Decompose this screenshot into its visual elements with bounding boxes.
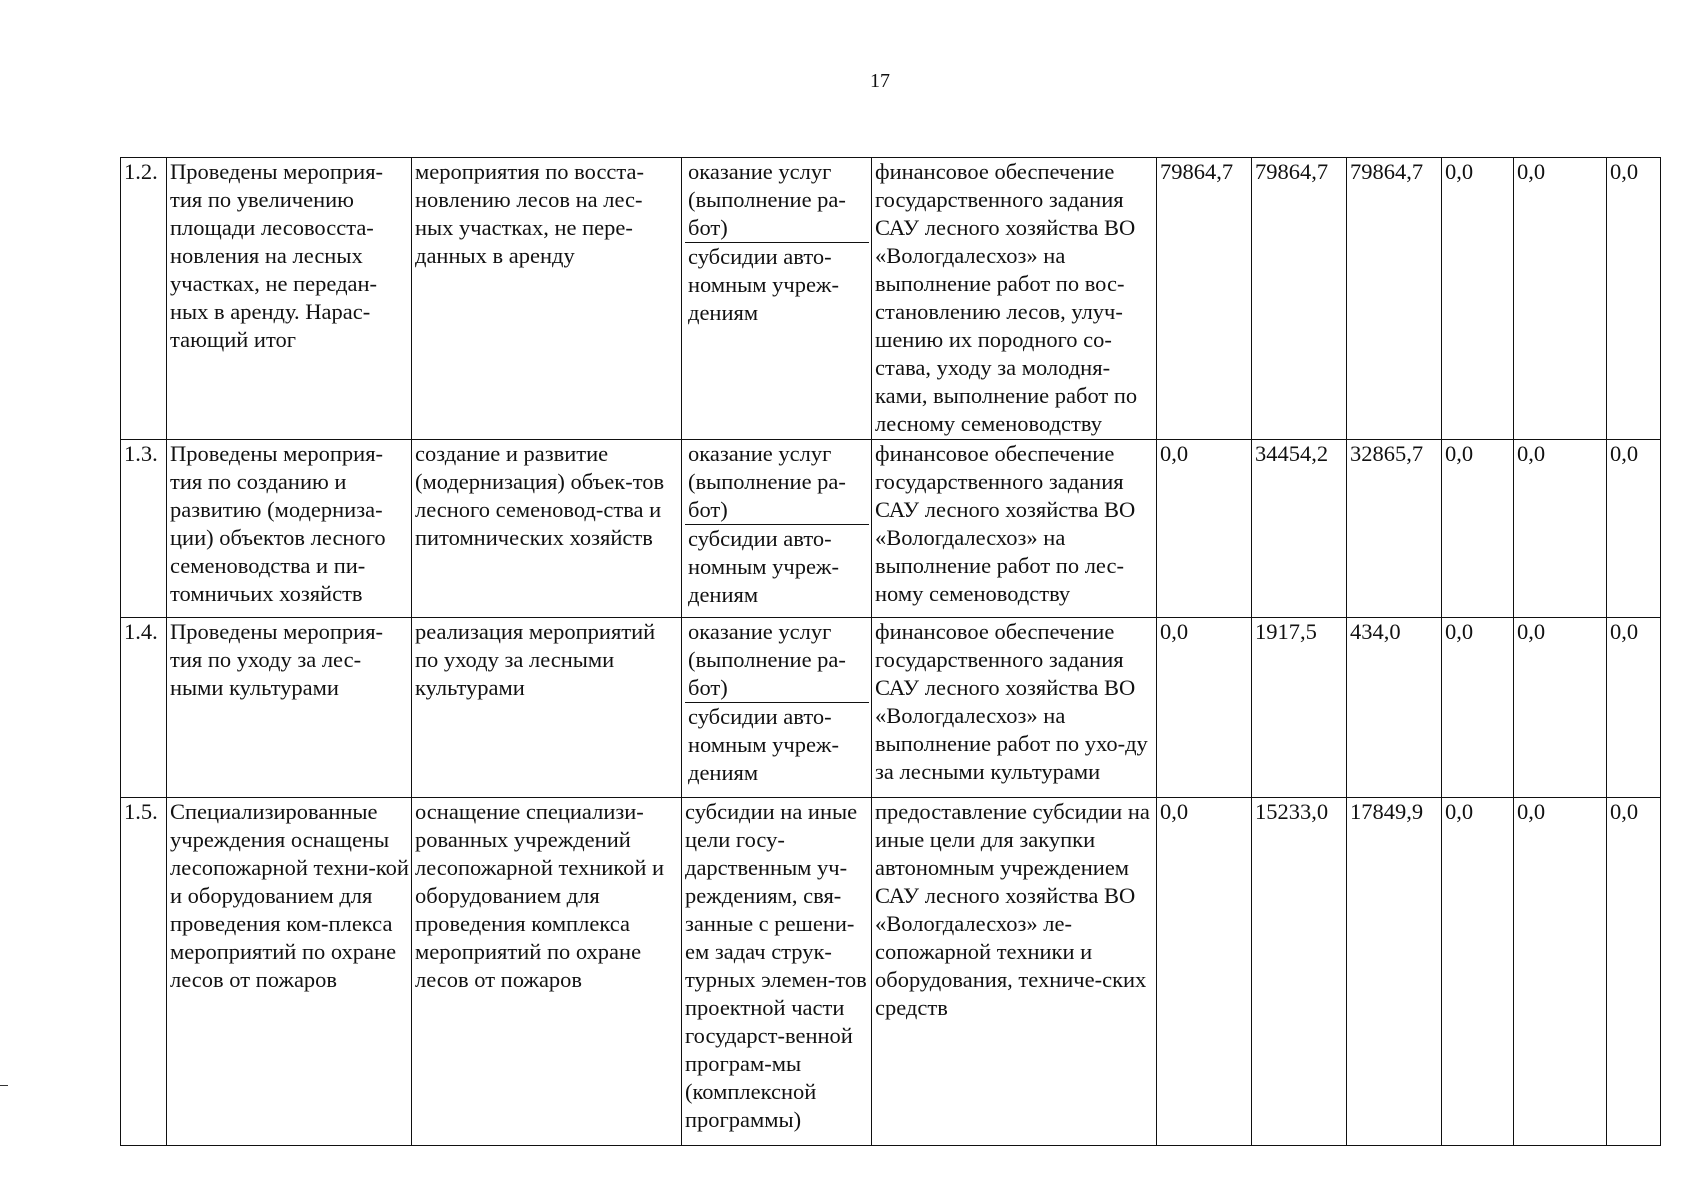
value-cell: 34454,2 (1252, 440, 1347, 618)
expense-type-bottom: субсидии авто-номным учреж-дениям (688, 244, 839, 325)
expense-type-cell (682, 158, 872, 440)
table-row (121, 798, 1661, 1146)
row-number: 1.3. (121, 440, 167, 618)
value-cell: 15233,0 (1252, 798, 1347, 1146)
value-cell: 0,0 (1157, 440, 1252, 618)
value-cell: 32865,7 (1347, 440, 1442, 618)
row-number: 1.5. (121, 798, 167, 1146)
value-cell: 0,0 (1514, 618, 1607, 798)
value-cell: 0,0 (1607, 158, 1661, 440)
value-cell: 0,0 (1442, 618, 1514, 798)
table-row (121, 440, 1661, 618)
value-cell: 17849,9 (1347, 798, 1442, 1146)
expense-type-bottom: субсидии авто-номным учреж-дениям (688, 704, 839, 785)
measure-cell: мероприятия по восста-новлению лесов на лес-ных участках, не пере-данных в аренду (412, 158, 682, 440)
expense-type-cell (682, 440, 872, 618)
measure-cell: создание и развитие (модернизация) объек-тов лесного семеновод-ства и питомнических хозяйств (412, 440, 682, 618)
value-cell: 0,0 (1514, 158, 1607, 440)
expense-type-cell (682, 618, 872, 798)
value-cell: 0,0 (1607, 618, 1661, 798)
table-row (121, 618, 1661, 798)
value-cell: 0,0 (1442, 798, 1514, 1146)
expense-type-bottom: субсидии авто-номным учреж-дениям (688, 526, 839, 607)
value-cell: 0,0 (1607, 440, 1661, 618)
scan-edge-mark (0, 1085, 8, 1086)
expense-type-top: оказание услуг (выполнение ра-бот) (685, 618, 869, 703)
value-cell: 434,0 (1347, 618, 1442, 798)
measure-cell: оснащение специализи-рованных учреждений лесопожарной техникой и оборудованием для проведения комплекса мероприятий по охране лесов от пожаров (412, 798, 682, 1146)
value-cell: 0,0 (1607, 798, 1661, 1146)
data-table (120, 157, 1661, 1146)
result-cell: Специализированные учреждения оснащены лесопожарной техни-кой и оборудованием для проведения ком-плекса мероприятий по охране лесов от пожаров (167, 798, 412, 1146)
row-number: 1.4. (121, 618, 167, 798)
expense-type-top: оказание услуг (выполнение ра-бот) (685, 158, 869, 243)
result-cell: Проведены мероприя-тия по увеличению площади лесовосста-новления на лесных участках, не передан-ных в аренду. Нарас-тающий итог (167, 158, 412, 440)
result-cell: Проведены мероприя-тия по уходу за лес-ными культурами (167, 618, 412, 798)
value-cell: 79864,7 (1252, 158, 1347, 440)
value-cell: 0,0 (1157, 798, 1252, 1146)
value-cell: 0,0 (1514, 798, 1607, 1146)
value-cell: 79864,7 (1347, 158, 1442, 440)
expense-type-cell: субсидии на иные цели госу-дарственным уч-реждениям, свя-занные с решени-ем задач струк-турных элемен-тов проектной части государст-венной програм-мы (комплексной программы) (682, 798, 872, 1146)
value-cell: 0,0 (1442, 440, 1514, 618)
result-cell: Проведены мероприя-тия по созданию и развитию (модерниза-ции) объектов лесного семеноводства и пи-томничьих хозяйств (167, 440, 412, 618)
value-cell: 0,0 (1442, 158, 1514, 440)
description-cell: финансовое обеспечение государственного задания САУ лесного хозяйства ВО «Вологдалесхоз» на выполнение работ по ухо-ду за лесными культурами (872, 618, 1157, 798)
row-number: 1.2. (121, 158, 167, 440)
value-cell: 0,0 (1157, 618, 1252, 798)
description-cell: предоставление субсидии на иные цели для закупки автономным учреждением САУ лесного хозяйства ВО «Вологдалесхоз» ле-сопожарной техники и оборудования, техниче-ских средств (872, 798, 1157, 1146)
measure-cell: реализация мероприятий по уходу за лесными культурами (412, 618, 682, 798)
description-cell: финансовое обеспечение государственного задания САУ лесного хозяйства ВО «Вологдалесхоз» на выполнение работ по лес-ному семеноводству (872, 440, 1157, 618)
page-number: 17 (870, 70, 890, 92)
value-cell: 0,0 (1514, 440, 1607, 618)
value-cell: 79864,7 (1157, 158, 1252, 440)
description-cell: финансовое обеспечение государственного задания САУ лесного хозяйства ВО «Вологдалесхоз» на выполнение работ по вос-становлению лесов, улуч-шению их породного со-става, уходу за молодня-ками, выполнение работ по лесному семеноводству (872, 158, 1157, 440)
expense-type-top: оказание услуг (выполнение ра-бот) (685, 440, 869, 525)
table-row (121, 158, 1661, 440)
value-cell: 1917,5 (1252, 618, 1347, 798)
